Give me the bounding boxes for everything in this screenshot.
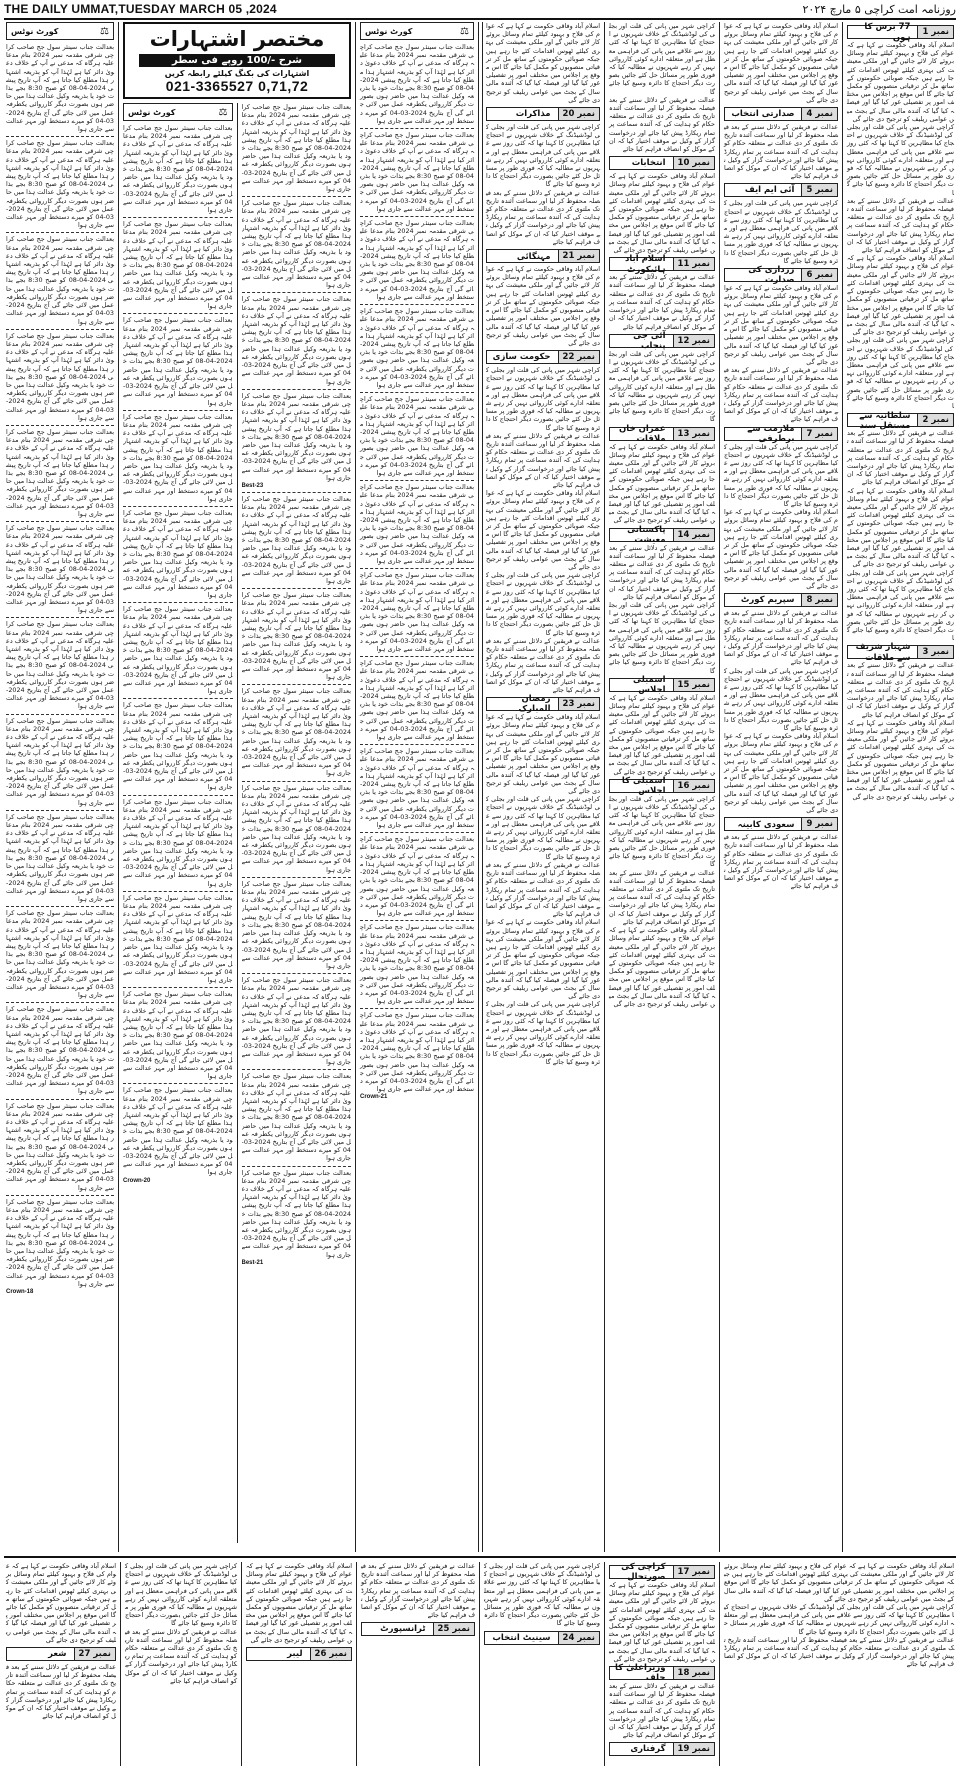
column-news-1: اسلام آباد وفاقی حکومت نے کہا ہے کہ عوام کی فلاح و بہبود کیلئے تمام وسائل بروئے کار لائے جائیں گے اور ملکی معیشت کی بہتری کیلئے ٹھوس اقدامات کئے جا رہے ہیں جبکہ صوبائی حکومتوں کے ساتھ مل کر ترقیاتی منصوبوں کو مکمل کیا جائے گا اس موقع پر اجلاس میں مختلف امور پر تفصیلی غور کیا گیا اور فیصلہ کیا گیا کہ آئندہ مالی سال کے بجٹ میں عوامی ریلیف کو ترجیح دی جائے گی نمبر 20 مذاکرات کراچی شہر میں پانی کی قلت اور بجلی کی لوڈشیڈنگ کے خلاف شہریوں نے احتجاج کیا مظاہرین کا کہنا تھا کہ کئی روز سے علاقے میں پانی کی فراہمی معطل ہے اور متعلقہ ادارے کوئی کارروائی نہیں کر رہے شہریوں نے مطالبہ کیا کہ فوری طور پر مسائل حل کئے جائیں بصورت دیگر احتجاج کا دائرہ وسیع کیا جائے گا عدالت نے فریقین کے دلائل سننے کے بعد فیصلہ محفوظ کر لیا اور سماعت آئندہ تاریخ تک ملتوی کر دی عدالت نے متعلقہ حکام کو ہدایت کی کہ آئندہ سماعت پر تمام ریکارڈ پیش کیا جائے اور درخواست گزار کے وکیل نے موقف اختیار کیا کہ ان کے موکل کو انصاف فراہم کیا جائے نمبر 21 مہنگائی اسلام آباد وفاقی حکومت نے کہا ہے کہ عوام کی فلاح و بہبود کیلئے تمام وسائل بروئے کار لائے جائیں گے اور ملکی معیشت کی بہتری کیلئے ٹھوس اقدامات کئے جا رہے ہیں جبکہ صوبائی حکومتوں کے ساتھ مل کر ترقیاتی منصوبوں کو مکمل کیا جائے گا اس موقع پر اجلاس میں مختلف امور پر تفصیلی غور کیا گیا اور فیصلہ کیا گیا کہ آئندہ مالی سال کے بجٹ میں عوامی ریلیف کو ترجیح دی جائے گی نمبر 22 حکومت سازی کراچی شہر میں پانی کی قلت اور بجلی کی لوڈشیڈنگ کے خلاف شہریوں نے احتجاج کیا مظاہرین کا کہنا تھا کہ کئی روز سے علاقے میں پانی کی فراہمی معطل ہے اور متعلقہ ادارے کوئی کارروائی نہیں کر رہے شہریوں نے مطالبہ کیا کہ فوری طور پر مسائل حل کئے جائیں بصورت دیگر احتجاج کا دائرہ وسیع کیا جائے گا عدالت نے فریقین کے دلائل سننے کے بعد فیصلہ محفوظ کر لیا اور سماعت آئندہ تاریخ تک ملتوی کر دی عدالت نے متعلقہ حکام کو ہدایت کی کہ آئندہ سماعت پر تمام ریکارڈ پیش کیا جائے اور درخواست گزار کے وکیل نے موقف اختیار کیا کہ ان کے موکل کو انصاف فراہم کیا جائے اسلام آباد وفاقی حکومت نے کہا ہے کہ عوام کی فلاح و بہبود کیلئے تمام وسائل بروئے کار لائے جائیں گے اور ملکی معیشت کی بہتری کیلئے ٹھوس اقدامات کئے جا رہے ہیں جبکہ صوبائی حکومتوں کے ساتھ مل کر ترقیاتی منصوبوں کو مکمل کیا جائے گا اس موقع پر اجلاس میں مختلف امور پر تفصیلی غور کیا گیا اور فیصلہ کیا گیا کہ آئندہ مالی سال کے بجٹ میں عوامی ریلیف کو ترجیح دی جائے گی کراچی شہر میں پانی کی قلت اور بجلی کی لوڈشیڈنگ کے خلاف شہریوں نے احتجاج کیا مظاہرین کا کہنا تھا کہ کئی روز سے علاقے میں پانی کی فراہمی معطل ہے اور متعلقہ ادارے کوئی کارروائی نہیں کر رہے شہریوں نے مطالبہ کیا کہ فوری طور پر مسائل حل کئے جائیں بصورت دیگر احتجاج کا دائرہ وسیع کیا جائے گا عدالت نے فریقین کے دلائل سننے کے بعد فیصلہ محفوظ کر لیا اور سماعت آئندہ تاریخ تک ملتوی کر دی عدالت نے متعلقہ حکام کو ہدایت کی کہ آئندہ سماعت پر تمام ریکارڈ پیش کیا جائے اور درخواست گزار کے وکیل نے موقف اختیار کیا کہ ان کے موکل کو انصاف فراہم کیا جائے نمبر 23 رمضان المبارک اسلام آباد وفاقی حکومت نے کہا ہے کہ عوام کی فلاح و بہبود کیلئے تمام وسائل بروئے کار لائے جائیں گے اور ملکی معیشت کی بہتری کیلئے ٹھوس اقدامات کئے جا رہے ہیں جبکہ صوبائی حکومتوں کے ساتھ مل کر ترقیاتی منصوبوں کو مکمل کیا جائے گا اس موقع پر اجلاس میں مختلف امور پر تفصیلی غور کیا گیا اور فیصلہ کیا گیا کہ آئندہ مالی سال کے بجٹ میں عوامی ریلیف کو ترجیح دی جائے گی کراچی شہر میں پانی کی قلت اور بجلی کی لوڈشیڈنگ کے خلاف شہریوں نے احتجاج کیا مظاہرین کا کہنا تھا کہ کئی روز سے علاقے میں پانی کی فراہمی معطل ہے اور متعلقہ ادارے کوئی کارروائی نہیں کر رہے شہریوں نے مطالبہ کیا کہ فوری طور پر مسائل حل کئے جائیں بصورت دیگر احتجاج کا دائرہ وسیع کیا جائے گا عدالت نے فریقین کے دلائل سننے کے بعد فیصلہ محفوظ کر لیا اور سماعت آئندہ تاریخ تک ملتوی کر دی عدالت نے متعلقہ حکام کو ہدایت کی کہ آئندہ سماعت پر تمام ریکارڈ پیش کیا جائے اور درخواست گزار کے وکیل نے موقف اختیار کیا کہ ان کے موکل کو انصاف فراہم کیا جائے اسلام آباد وفاقی حکومت نے کہا ہے کہ عوام کی فلاح و بہبود کیلئے تمام وسائل بروئے کار لائے جائیں گے اور ملکی معیشت کی بہتری کیلئے ٹھوس اقدامات کئے جا رہے ہیں جبکہ صوبائی حکومتوں کے ساتھ مل کر ترقیاتی منصوبوں کو مکمل کیا جائے گا اس موقع پر اجلاس میں مختلف امور پر تفصیلی غور کیا گیا اور فیصلہ کیا گیا کہ آئندہ مالی سال کے بجٹ میں عوامی ریلیف کو ترجیح دی جائے گی کراچی شہر میں پانی کی قلت اور بجلی کی لوڈشیڈنگ کے خلاف شہریوں نے احتجاج کیا مظاہرین کا کہنا تھا کہ کئی روز سے علاقے میں پانی کی فراہمی معطل ہے اور متعلقہ ادارے کوئی کارروائی نہیں کر رہے شہریوں نے مطالبہ کیا کہ فوری طور پر مسائل حل کئے جائیں بصورت دیگر احتجاج کا دائرہ وسیع کیا جائے گا	[486, 22, 600, 1066]
section-header: نمبر 15 اسمبلی اجلاس	[609, 678, 715, 692]
bottom-col-7: اسلام آباد وفاقی حکومت نے کہا ہے کہ عوام کی فلاح و بہبود کیلئے تمام وسائل بروئے کار لائے جائیں گے اور ملکی معیشت کی بہتری کیلئے ٹھوس اقدامات کئے جا رہے ہیں جبکہ صوبائی حکومتوں کے ساتھ مل کر ترقیاتی منصوبوں کو مکمل کیا جائے گا اس موقع پر اجلاس میں مختلف امور پر تفصیلی غور کیا گیا اور فیصلہ کیا گیا کہ آئندہ مالی سال کے بجٹ میں عوامی ریلیف کو ترجیح دی جائے گی کراچی شہر میں پانی کی قلت اور بجلی کی لوڈشیڈنگ کے خلاف شہریوں نے احتجاج کیا مظاہرین کا کہنا تھا کہ کئی روز سے علاقے میں پانی کی فراہمی معطل ہے اور متعلقہ ادارے کوئی کارروائی نہیں کر رہے شہریوں نے مطالبہ کیا کہ فوری طور پر مسائل حل کئے جائیں بصورت دیگر احتجاج کا دائرہ وسیع کیا جائے گا عدالت نے فریقین کے دلائل سننے کے بعد فیصلہ محفوظ کر لیا اور سماعت آئندہ تاریخ تک ملتوی کر دی عدالت نے متعلقہ حکام کو ہدایت کی کہ آئندہ سماعت پر تمام ریکارڈ پیش کیا جائے اور درخواست گزار کے وکیل نے موقف اختیار کیا کہ ان کے موکل کو انصاف فراہم کیا جائے	[724, 1562, 954, 1669]
section-header: نمبر 25 ٹرانسپورٹ	[361, 1622, 475, 1636]
section-header: نمبر 1 77 برس کا ہوں	[847, 25, 954, 39]
section-header: نمبر 17 کراچی کی صورتحال	[609, 1565, 715, 1579]
notice-tag: Crown-18	[6, 1289, 34, 1296]
court-notice-banner: ⚖ کورٹ نوٹس	[360, 22, 474, 40]
column-news-4: نمبر 1 77 برس کا ہوں اسلام آباد وفاقی حکومت نے کہا ہے کہ عوام کی فلاح و بہبود کیلئے تمام وسائل بروئے کار لائے جائیں گے اور ملکی معیشت کی بہتری کیلئے ٹھوس اقدامات کئے جا رہے ہیں جبکہ صوبائی حکومتوں کے ساتھ مل کر ترقیاتی منصوبوں کو مکمل کیا جائے گا اس موقع پر اجلاس میں مختلف امور پر تفصیلی غور کیا گیا اور فیصلہ کیا گیا کہ آئندہ مالی سال کے بجٹ میں عوامی ریلیف کو ترجیح دی جائے گی کراچی شہر میں پانی کی قلت اور بجلی کی لوڈشیڈنگ کے خلاف شہریوں نے احتجاج کیا مظاہرین کا کہنا تھا کہ کئی روز سے علاقے میں پانی کی فراہمی معطل ہے اور متعلقہ ادارے کوئی کارروائی نہیں کر رہے شہریوں نے مطالبہ کیا کہ فوری طور پر مسائل حل کئے جائیں بصورت دیگر احتجاج کا دائرہ وسیع کیا جائے گا عدالت نے فریقین کے دلائل سننے کے بعد فیصلہ محفوظ کر لیا اور سماعت آئندہ تاریخ تک ملتوی کر دی عدالت نے متعلقہ حکام کو ہدایت کی کہ آئندہ سماعت پر تمام ریکارڈ پیش کیا جائے اور درخواست گزار کے وکیل نے موقف اختیار کیا کہ ان کے موکل کو انصاف فراہم کیا جائے اسلام آباد وفاقی حکومت نے کہا ہے کہ عوام کی فلاح و بہبود کیلئے تمام وسائل بروئے کار لائے جائیں گے اور ملکی معیشت کی بہتری کیلئے ٹھوس اقدامات کئے جا رہے ہیں جبکہ صوبائی حکومتوں کے ساتھ مل کر ترقیاتی منصوبوں کو مکمل کیا جائے گا اس موقع پر اجلاس میں مختلف امور پر تفصیلی غور کیا گیا اور فیصلہ کیا گیا کہ آئندہ مالی سال کے بجٹ میں عوامی ریلیف کو ترجیح دی جائے گی کراچی شہر میں پانی کی قلت اور بجلی کی لوڈشیڈنگ کے خلاف شہریوں نے احتجاج کیا مظاہرین کا کہنا تھا کہ کئی روز سے علاقے میں پانی کی فراہمی معطل ہے اور متعلقہ ادارے کوئی کارروائی نہیں کر رہے شہریوں نے مطالبہ کیا کہ فوری طور پر مسائل حل کئے جائیں بصورت دیگر احتجاج کا دائرہ وسیع کیا جائے گا نمبر 2 سلطانیہ سے مستقل سند عدالت نے فریقین کے دلائل سننے کے بعد فیصلہ محفوظ کر لیا اور سماعت آئندہ تاریخ تک ملتوی کر دی عدالت نے متعلقہ حکام کو ہدایت کی کہ آئندہ سماعت پر تمام ریکارڈ پیش کیا جائے اور درخواست گزار کے وکیل نے موقف اختیار کیا کہ ان کے موکل کو انصاف فراہم کیا جائے اسلام آباد وفاقی حکومت نے کہا ہے کہ عوام کی فلاح و بہبود کیلئے تمام وسائل بروئے کار لائے جائیں گے اور ملکی معیشت کی بہتری کیلئے ٹھوس اقدامات کئے جا رہے ہیں جبکہ صوبائی حکومتوں کے ساتھ مل کر ترقیاتی منصوبوں کو مکمل کیا جائے گا اس موقع پر اجلاس میں مختلف امور پر تفصیلی غور کیا گیا اور فیصلہ کیا گیا کہ آئندہ مالی سال کے بجٹ میں عوامی ریلیف کو ترجیح دی جائے گی کراچی شہر میں پانی کی قلت اور بجلی کی لوڈشیڈنگ کے خلاف شہریوں نے احتجاج کیا مظاہرین کا کہنا تھا کہ کئی روز سے علاقے میں پانی کی فراہمی معطل ہے اور متعلقہ ادارے کوئی کارروائی نہیں کر رہے شہریوں نے مطالبہ کیا کہ فوری طور پر مسائل حل کئے جائیں بصورت دیگر احتجاج کا دائرہ وسیع کیا جائے گا نمبر 3 شہباز شریف سے ملاقات عدالت نے فریقین کے دلائل سننے کے بعد فیصلہ محفوظ کر لیا اور سماعت آئندہ تاریخ تک ملتوی کر دی عدالت نے متعلقہ حکام کو ہدایت کی کہ آئندہ سماعت پر تمام ریکارڈ پیش کیا جائے اور درخواست گزار کے وکیل نے موقف اختیار کیا کہ ان کے موکل کو انصاف فراہم کیا جائے اسلام آباد وفاقی حکومت نے کہا ہے کہ عوام کی فلاح و بہبود کیلئے تمام وسائل بروئے کار لائے جائیں گے اور ملکی معیشت کی بہتری کیلئے ٹھوس اقدامات کئے جا رہے ہیں جبکہ صوبائی حکومتوں کے ساتھ مل کر ترقیاتی منصوبوں کو مکمل کیا جائے گا اس موقع پر اجلاس میں مختلف امور پر تفصیلی غور کیا گیا اور فیصلہ کیا گیا کہ آئندہ مالی سال کے بجٹ میں عوامی ریلیف کو ترجیح دی جائے گی	[847, 22, 954, 801]
section-header: نمبر 8 سپریم کورٹ	[724, 593, 838, 607]
section-header: نمبر 7 ملازمت سے برطرفی	[724, 427, 838, 441]
section-header: نمبر 19 گرفتاری	[609, 1742, 715, 1756]
column-news-2: کراچی شہر میں پانی کی قلت اور بجلی کی لوڈشیڈنگ کے خلاف شہریوں نے احتجاج کیا مظاہرین کا کہنا تھا کہ کئی روز سے علاقے میں پانی کی فراہمی معطل ہے اور متعلقہ ادارے کوئی کارروائی نہیں کر رہے شہریوں نے مطالبہ کیا کہ فوری طور پر مسائل حل کئے جائیں بصورت دیگر احتجاج کا دائرہ وسیع کیا جائے گا عدالت نے فریقین کے دلائل سننے کے بعد فیصلہ محفوظ کر لیا اور سماعت آئندہ تاریخ تک ملتوی کر دی عدالت نے متعلقہ حکام کو ہدایت کی کہ آئندہ سماعت پر تمام ریکارڈ پیش کیا جائے اور درخواست گزار کے وکیل نے موقف اختیار کیا کہ ان کے موکل کو انصاف فراہم کیا جائے نمبر 10 انتخابات اسلام آباد وفاقی حکومت نے کہا ہے کہ عوام کی فلاح و بہبود کیلئے تمام وسائل بروئے کار لائے جائیں گے اور ملکی معیشت کی بہتری کیلئے ٹھوس اقدامات کئے جا رہے ہیں جبکہ صوبائی حکومتوں کے ساتھ مل کر ترقیاتی منصوبوں کو مکمل کیا جائے گا اس موقع پر اجلاس میں مختلف امور پر تفصیلی غور کیا گیا اور فیصلہ کیا گیا کہ آئندہ مالی سال کے بجٹ میں عوامی ریلیف کو ترجیح دی جائے گی نمبر 11 اسلام آباد ہائیکورٹ عدالت نے فریقین کے دلائل سننے کے بعد فیصلہ محفوظ کر لیا اور سماعت آئندہ تاریخ تک ملتوی کر دی عدالت نے متعلقہ حکام کو ہدایت کی کہ آئندہ سماعت پر تمام ریکارڈ پیش کیا جائے اور درخواست گزار کے وکیل نے موقف اختیار کیا کہ ان کے موکل کو انصاف فراہم کیا جائے نمبر 12 آئی جی پنجاب کراچی شہر میں پانی کی قلت اور بجلی کی لوڈشیڈنگ کے خلاف شہریوں نے احتجاج کیا مظاہرین کا کہنا تھا کہ کئی روز سے علاقے میں پانی کی فراہمی معطل ہے اور متعلقہ ادارے کوئی کارروائی نہیں کر رہے شہریوں نے مطالبہ کیا کہ فوری طور پر مسائل حل کئے جائیں بصورت دیگر احتجاج کا دائرہ وسیع کیا جائے گا نمبر 13 عمران خان ملاقات اسلام آباد وفاقی حکومت نے کہا ہے کہ عوام کی فلاح و بہبود کیلئے تمام وسائل بروئے کار لائے جائیں گے اور ملکی معیشت کی بہتری کیلئے ٹھوس اقدامات کئے جا رہے ہیں جبکہ صوبائی حکومتوں کے ساتھ مل کر ترقیاتی منصوبوں کو مکمل کیا جائے گا اس موقع پر اجلاس میں مختلف امور پر تفصیلی غور کیا گیا اور فیصلہ کیا گیا کہ آئندہ مالی سال کے بجٹ میں عوامی ریلیف کو ترجیح دی جائے گی نمبر 14 پاکستانی معیشت عدالت نے فریقین کے دلائل سننے کے بعد فیصلہ محفوظ کر لیا اور سماعت آئندہ تاریخ تک ملتوی کر دی عدالت نے متعلقہ حکام کو ہدایت کی کہ آئندہ سماعت پر تمام ریکارڈ پیش کیا جائے اور درخواست گزار کے وکیل نے موقف اختیار کیا کہ ان کے موکل کو انصاف فراہم کیا جائے کراچی شہر میں پانی کی قلت اور بجلی کی لوڈشیڈنگ کے خلاف شہریوں نے احتجاج کیا مظاہرین کا کہنا تھا کہ کئی روز سے علاقے میں پانی کی فراہمی معطل ہے اور متعلقہ ادارے کوئی کارروائی نہیں کر رہے شہریوں نے مطالبہ کیا کہ فوری طور پر مسائل حل کئے جائیں بصورت دیگر احتجاج کا دائرہ وسیع کیا جائے گا نمبر 15 اسمبلی اجلاس اسلام آباد وفاقی حکومت نے کہا ہے کہ عوام کی فلاح و بہبود کیلئے تمام وسائل بروئے کار لائے جائیں گے اور ملکی معیشت کی بہتری کیلئے ٹھوس اقدامات کئے جا رہے ہیں جبکہ صوبائی حکومتوں کے ساتھ مل کر ترقیاتی منصوبوں کو مکمل کیا جائے گا اس موقع پر اجلاس میں مختلف امور پر تفصیلی غور کیا گیا اور فیصلہ کیا گیا کہ آئندہ مالی سال کے بجٹ میں عوامی ریلیف کو ترجیح دی جائے گی نمبر 16 اسمبلی کا اجلاس کراچی شہر میں پانی کی قلت اور بجلی کی لوڈشیڈنگ کے خلاف شہریوں نے احتجاج کیا مظاہرین کا کہنا تھا کہ کئی روز سے علاقے میں پانی کی فراہمی معطل ہے اور متعلقہ ادارے کوئی کارروائی نہیں کر رہے شہریوں نے مطالبہ کیا کہ فوری طور پر مسائل حل کئے جائیں بصورت دیگر احتجاج کا دائرہ وسیع کیا جائے گا عدالت نے فریقین کے دلائل سننے کے بعد فیصلہ محفوظ کر لیا اور سماعت آئندہ تاریخ تک ملتوی کر دی عدالت نے متعلقہ حکام کو ہدایت کی کہ آئندہ سماعت پر تمام ریکارڈ پیش کیا جائے اور درخواست گزار کے وکیل نے موقف اختیار کیا کہ ان کے موکل کو انصاف فراہم کیا جائے اسلام آباد وفاقی حکومت نے کہا ہے کہ عوام کی فلاح و بہبود کیلئے تمام وسائل بروئے کار لائے جائیں گے اور ملکی معیشت کی بہتری کیلئے ٹھوس اقدامات کئے جا رہے ہیں جبکہ صوبائی حکومتوں کے ساتھ مل کر ترقیاتی منصوبوں کو مکمل کیا جائے گا اس موقع پر اجلاس میں مختلف امور پر تفصیلی غور کیا گیا اور فیصلہ کیا گیا کہ آئندہ مالی سال کے بجٹ میں عوامی ریلیف کو ترجیح دی جائے گی	[609, 22, 715, 1008]
masthead-english: THE DAILY UMMAT,TUESDAY MARCH 05 ,2024	[4, 2, 277, 16]
section-header: نمبر 22 حکومت سازی	[486, 350, 600, 364]
columns-grid	[4, 22, 956, 1552]
column-notices-2: ⚖ کورٹ نوٹس بعدالت جناب سینئر سول جج صاحب کراچی شرقی مقدمہ نمبر 2024 بنام مدعا علیہ ہرگاہ کہ مدعی نے آپ کے خلاف دعویٰ دائر کیا ہے لہٰذا آپ کو بذریعہ اشتہار ہذا مطلع کیا جاتا ہے کہ آپ تاریخ پیشی 2024-04-08 کو صبح 8:30 بجے بذات خود یا بذریعہ وکیل عدالت ہذا میں حاضر ہوں بصورت دیگر کارروائی یکطرفہ عمل میں لائی جائے گی آج بتاریخ 2024-03-04 کو میرے دستخط اور مہر عدالت سے جاری ہوا بعدالت جناب سینئر سول جج صاحب کراچی شرقی مقدمہ نمبر 2024 بنام مدعا علیہ ہرگاہ کہ مدعی نے آپ کے خلاف دعویٰ دائر کیا ہے لہٰذا آپ کو بذریعہ اشتہار ہذا مطلع کیا جاتا ہے کہ آپ تاریخ پیشی 2024-04-08 کو صبح 8:30 بجے بذات خود یا بذریعہ وکیل عدالت ہذا میں حاضر ہوں بصورت دیگر کارروائی یکطرفہ عمل میں لائی جائے گی آج بتاریخ 2024-03-04 کو میرے دستخط اور مہر عدالت سے جاری ہوا بعدالت جناب سینئر سول جج صاحب کراچی شرقی مقدمہ نمبر 2024 بنام مدعا علیہ ہرگاہ کہ مدعی نے آپ کے خلاف دعویٰ دائر کیا ہے لہٰذا آپ کو بذریعہ اشتہار ہذا مطلع کیا جاتا ہے کہ آپ تاریخ پیشی 2024-04-08 کو صبح 8:30 بجے بذات خود یا بذریعہ وکیل عدالت ہذا میں حاضر ہوں بصورت دیگر کارروائی یکطرفہ عمل میں لائی جائے گی آج بتاریخ 2024-03-04 کو میرے دستخط اور مہر عدالت سے جاری ہوا بعدالت جناب سینئر سول جج صاحب کراچی شرقی مقدمہ نمبر 2024 بنام مدعا علیہ ہرگاہ کہ مدعی نے آپ کے خلاف دعویٰ دائر کیا ہے لہٰذا آپ کو بذریعہ اشتہار ہذا مطلع کیا جاتا ہے کہ آپ تاریخ پیشی 2024-04-08 کو صبح 8:30 بجے بذات خود یا بذریعہ وکیل عدالت ہذا میں حاضر ہوں بصورت دیگر کارروائی یکطرفہ عمل میں لائی جائے گی آج بتاریخ 2024-03-04 کو میرے دستخط اور مہر عدالت سے جاری ہوا بعدالت جناب سینئر سول جج صاحب کراچی شرقی مقدمہ نمبر 2024 بنام مدعا علیہ ہرگاہ کہ مدعی نے آپ کے خلاف دعویٰ دائر کیا ہے لہٰذا آپ کو بذریعہ اشتہار ہذا مطلع کیا جاتا ہے کہ آپ تاریخ پیشی 2024-04-08 کو صبح 8:30 بجے بذات خود یا بذریعہ وکیل عدالت ہذا میں حاضر ہوں بصورت دیگر کارروائی یکطرفہ عمل میں لائی جائے گی آج بتاریخ 2024-03-04 کو میرے دستخط اور مہر عدالت سے جاری ہوا بعدالت جناب سینئر سول جج صاحب کراچی شرقی مقدمہ نمبر 2024 بنام مدعا علیہ ہرگاہ کہ مدعی نے آپ کے خلاف دعویٰ دائر کیا ہے لہٰذا آپ کو بذریعہ اشتہار ہذا مطلع کیا جاتا ہے کہ آپ تاریخ پیشی 2024-04-08 کو صبح 8:30 بجے بذات خود یا بذریعہ وکیل عدالت ہذا میں حاضر ہوں بصورت دیگر کارروائی یکطرفہ عمل میں لائی جائے گی آج بتاریخ 2024-03-04 کو میرے دستخط اور مہر عدالت سے جاری ہوا بعدالت جناب سینئر سول جج صاحب کراچی شرقی مقدمہ نمبر 2024 بنام مدعا علیہ ہرگاہ کہ مدعی نے آپ کے خلاف دعویٰ دائر کیا ہے لہٰذا آپ کو بذریعہ اشتہار ہذا مطلع کیا جاتا ہے کہ آپ تاریخ پیشی 2024-04-08 کو صبح 8:30 بجے بذات خود یا بذریعہ وکیل عدالت ہذا میں حاضر ہوں بصورت دیگر کارروائی یکطرفہ عمل میں لائی جائے گی آج بتاریخ 2024-03-04 کو میرے دستخط اور مہر عدالت سے جاری ہوا بعدالت جناب سینئر سول جج صاحب کراچی شرقی مقدمہ نمبر 2024 بنام مدعا علیہ ہرگاہ کہ مدعی نے آپ کے خلاف دعویٰ دائر کیا ہے لہٰذا آپ کو بذریعہ اشتہار ہذا مطلع کیا جاتا ہے کہ آپ تاریخ پیشی 2024-04-08 کو صبح 8:30 بجے بذات خود یا بذریعہ وکیل عدالت ہذا میں حاضر ہوں بصورت دیگر کارروائی یکطرفہ عمل میں لائی جائے گی آج بتاریخ 2024-03-04 کو میرے دستخط اور مہر عدالت سے جاری ہوا بعدالت جناب سینئر سول جج صاحب کراچی شرقی مقدمہ نمبر 2024 بنام مدعا علیہ ہرگاہ کہ مدعی نے آپ کے خلاف دعویٰ دائر کیا ہے لہٰذا آپ کو بذریعہ اشتہار ہذا مطلع کیا جاتا ہے کہ آپ تاریخ پیشی 2024-04-08 کو صبح 8:30 بجے بذات خود یا بذریعہ وکیل عدالت ہذا میں حاضر ہوں بصورت دیگر کارروائی یکطرفہ عمل میں لائی جائے گی آج بتاریخ 2024-03-04 کو میرے دستخط اور مہر عدالت سے جاری ہوا بعدالت جناب سینئر سول جج صاحب کراچی شرقی مقدمہ نمبر 2024 بنام مدعا علیہ ہرگاہ کہ مدعی نے آپ کے خلاف دعویٰ دائر کیا ہے لہٰذا آپ کو بذریعہ اشتہار ہذا مطلع کیا جاتا ہے کہ آپ تاریخ پیشی 2024-04-08 کو صبح 8:30 بجے بذات خود یا بذریعہ وکیل عدالت ہذا میں حاضر ہوں بصورت دیگر کارروائی یکطرفہ عمل میں لائی جائے گی آج بتاریخ 2024-03-04 کو میرے دستخط اور مہر عدالت سے جاری ہوا بعدالت جناب سینئر سول جج صاحب کراچی شرقی مقدمہ نمبر 2024 بنام مدعا علیہ ہرگاہ کہ مدعی نے آپ کے خلاف دعویٰ دائر کیا ہے لہٰذا آپ کو بذریعہ اشتہار ہذا مطلع کیا جاتا ہے کہ آپ تاریخ پیشی 2024-04-08 کو صبح 8:30 بجے بذات خود یا بذریعہ وکیل عدالت ہذا میں حاضر ہوں بصورت دیگر کارروائی یکطرفہ عمل میں لائی جائے گی آج بتاریخ 2024-03-04 کو میرے دستخط اور مہر عدالت سے جاری ہوا بعدالت جناب سینئر سول جج صاحب کراچی شرقی مقدمہ نمبر 2024 بنام مدعا علیہ ہرگاہ کہ مدعی نے آپ کے خلاف دعویٰ دائر کیا ہے لہٰذا آپ کو بذریعہ اشتہار ہذا مطلع کیا جاتا ہے کہ آپ تاریخ پیشی 2024-04-08 کو صبح 8:30 بجے بذات خود یا بذریعہ وکیل عدالت ہذا میں حاضر ہوں بصورت دیگر کارروائی یکطرفہ عمل میں لائی جائے گی آج بتاریخ 2024-03-04 کو میرے دستخط اور مہر عدالت سے جاری ہوا Crown-21	[358, 22, 476, 1552]
section-header: نمبر 11 اسلام آباد ہائیکورٹ	[609, 257, 715, 271]
bottom-col-6: نمبر 17 کراچی کی صورتحال اسلام آباد وفاقی حکومت نے کہا ہے کہ عوام کی فلاح و بہبود کیلئے تمام وسائل بروئے کار لائے جائیں گے اور ملکی معیشت کی بہتری کیلئے ٹھوس اقدامات کئے جا رہے ہیں جبکہ صوبائی حکومتوں کے ساتھ مل کر ترقیاتی منصوبوں کو مکمل کیا جائے گا اس موقع پر اجلاس میں مختلف امور پر تفصیلی غور کیا گیا اور فیصلہ کیا گیا کہ آئندہ مالی سال کے بجٹ میں عوامی ریلیف کو ترجیح دی جائے گی نمبر 18 وزیراعلیٰ کا حلف عدالت نے فریقین کے دلائل سننے کے بعد فیصلہ محفوظ کر لیا اور سماعت آئندہ تاریخ تک ملتوی کر دی عدالت نے متعلقہ حکام کو ہدایت کی کہ آئندہ سماعت پر تمام ریکارڈ پیش کیا جائے اور درخواست گزار کے وکیل نے موقف اختیار کیا کہ ان کے موکل کو انصاف فراہم کیا جائے نمبر 19 گرفتاری	[609, 1562, 715, 1755]
section-header: نمبر 4 صدارتی انتخاب	[724, 107, 838, 121]
section-header: نمبر 9 سعودی کابینہ	[724, 817, 838, 831]
masthead	[4, 0, 956, 20]
section-header: نمبر 14 پاکستانی معیشت	[609, 528, 715, 542]
small-ads-phone: 021-3365527 0,71,72	[165, 78, 309, 94]
section-header: نمبر 13 عمران خان ملاقات	[609, 427, 715, 441]
section-header: نمبر 12 آئی جی پنجاب	[609, 334, 715, 348]
bottom-col-3: اسلام آباد وفاقی حکومت نے کہا ہے کہ عوام کی فلاح و بہبود کیلئے تمام وسائل بروئے کار لائے جائیں گے اور ملکی معیشت کی بہتری کیلئے ٹھوس اقدامات کئے جا رہے ہیں جبکہ صوبائی حکومتوں کے ساتھ مل کر ترقیاتی منصوبوں کو مکمل کیا جائے گا اس موقع پر اجلاس میں مختلف امور پر تفصیلی غور کیا گیا اور فیصلہ کیا گیا کہ آئندہ مالی سال کے بجٹ میں عوامی ریلیف کو ترجیح دی جائے گی نمبر 26 لیبر	[246, 1562, 352, 1660]
section-header: نمبر 18 وزیراعلیٰ کا حلف	[609, 1666, 715, 1680]
bottom-col-1: اسلام آباد وفاقی حکومت نے کہا ہے کہ عوام کی فلاح و بہبود کیلئے تمام وسائل بروئے کار لائے جائیں گے اور ملکی معیشت کی بہتری کیلئے ٹھوس اقدامات کئے جا رہے ہیں جبکہ صوبائی حکومتوں کے ساتھ مل کر ترقیاتی منصوبوں کو مکمل کیا جائے گا اس موقع پر اجلاس میں مختلف امور پر تفصیلی غور کیا گیا اور فیصلہ کیا گیا کہ آئندہ مالی سال کے بجٹ میں عوامی ریلیف کو ترجیح دی جائے گی نمبر 27 شعر عدالت نے فریقین کے دلائل سننے کے بعد فیصلہ محفوظ کر لیا اور سماعت آئندہ تاریخ تک ملتوی کر دی عدالت نے متعلقہ حکام کو ہدایت کی کہ آئندہ سماعت پر تمام ریکارڈ پیش کیا جائے اور درخواست گزار کے وکیل نے موقف اختیار کیا کہ ان کے موکل کو انصاف فراہم کیا جائے	[6, 1562, 116, 1721]
section-header: نمبر 2 سلطانیہ سے مستقل سند	[847, 413, 954, 427]
bottom-strip	[4, 1556, 956, 1770]
section-header: نمبر 24 سینیٹ انتخاب	[484, 1631, 600, 1645]
bottom-col-5: کراچی شہر میں پانی کی قلت اور بجلی کی لوڈشیڈنگ کے خلاف شہریوں نے احتجاج کیا مظاہرین کا کہنا تھا کہ کئی روز سے علاقے میں پانی کی فراہمی معطل ہے اور متعلقہ ادارے کوئی کارروائی نہیں کر رہے شہریوں نے مطالبہ کیا کہ فوری طور پر مسائل حل کئے جائیں بصورت دیگر احتجاج کا دائرہ وسیع کیا جائے گا نمبر 24 سینیٹ انتخاب	[484, 1562, 600, 1643]
section-header: نمبر 3 شہباز شریف سے ملاقات	[847, 645, 954, 659]
section-header: نمبر 5 آئی ایم ایف	[724, 183, 838, 197]
masthead-urdu: روزنامہ امت کراچی ۵ مارچ ۲۰۲۴	[802, 2, 956, 16]
court-notice-banner: ⚖ کورٹ نوٹس	[6, 22, 114, 40]
section-header: نمبر 23 رمضان المبارک	[486, 697, 600, 711]
section-header: نمبر 27 شعر	[6, 1647, 116, 1661]
gavel-icon: ⚖	[218, 106, 228, 118]
column-small-ads: مختصر اشتہارات شرح -/100 روپے فی سطر اشتہارات کی بکنگ کیلئے رابطہ کریں 021-3365527 0,71,72 ⚖ کورٹ نوٹس بعدالت جناب سینئر سول جج صاحب کراچی شرقی مقدمہ نمبر 2024 بنام مدعا علیہ ہرگاہ کہ مدعی نے آپ کے خلاف دعویٰ دائر کیا ہے لہٰذا آپ کو بذریعہ اشتہار ہذا مطلع کیا جاتا ہے کہ آپ تاریخ پیشی 2024-04-08 کو صبح 8:30 بجے بذات خود یا بذریعہ وکیل عدالت ہذا میں حاضر ہوں بصورت دیگر کارروائی یکطرفہ عمل میں لائی جائے گی آج بتاریخ 2024-03-04 کو میرے دستخط اور مہر عدالت سے جاری ہوا بعدالت جناب سینئر سول جج صاحب کراچی شرقی مقدمہ نمبر 2024 بنام مدعا علیہ ہرگاہ کہ مدعی نے آپ کے خلاف دعویٰ دائر کیا ہے لہٰذا آپ کو بذریعہ اشتہار ہذا مطلع کیا جاتا ہے کہ آپ تاریخ پیشی 2024-04-08 کو صبح 8:30 بجے بذات خود یا بذریعہ وکیل عدالت ہذا میں حاضر ہوں بصورت دیگر کارروائی یکطرفہ عمل میں لائی جائے گی آج بتاریخ 2024-03-04 کو میرے دستخط اور مہر عدالت سے جاری ہوا بعدالت جناب سینئر سول جج صاحب کراچی شرقی مقدمہ نمبر 2024 بنام مدعا علیہ ہرگاہ کہ مدعی نے آپ کے خلاف دعویٰ دائر کیا ہے لہٰذا آپ کو بذریعہ اشتہار ہذا مطلع کیا جاتا ہے کہ آپ تاریخ پیشی 2024-04-08 کو صبح 8:30 بجے بذات خود یا بذریعہ وکیل عدالت ہذا میں حاضر ہوں بصورت دیگر کارروائی یکطرفہ عمل میں لائی جائے گی آج بتاریخ 2024-03-04 کو میرے دستخط اور مہر عدالت سے جاری ہوا بعدالت جناب سینئر سول جج صاحب کراچی شرقی مقدمہ نمبر 2024 بنام مدعا علیہ ہرگاہ کہ مدعی نے آپ کے خلاف دعویٰ دائر کیا ہے لہٰذا آپ کو بذریعہ اشتہار ہذا مطلع کیا جاتا ہے کہ آپ تاریخ پیشی 2024-04-08 کو صبح 8:30 بجے بذات خود یا بذریعہ وکیل عدالت ہذا میں حاضر ہوں بصورت دیگر کارروائی یکطرفہ عمل میں لائی جائے گی آج بتاریخ 2024-03-04 کو میرے دستخط اور مہر عدالت سے جاری ہوا بعدالت جناب سینئر سول جج صاحب کراچی شرقی مقدمہ نمبر 2024 بنام مدعا علیہ ہرگاہ کہ مدعی نے آپ کے خلاف دعویٰ دائر کیا ہے لہٰذا آپ کو بذریعہ اشتہار ہذا مطلع کیا جاتا ہے کہ آپ تاریخ پیشی 2024-04-08 کو صبح 8:30 بجے بذات خود یا بذریعہ وکیل عدالت ہذا میں حاضر ہوں بصورت دیگر کارروائی یکطرفہ عمل میں لائی جائے گی آج بتاریخ 2024-03-04 کو میرے دستخط اور مہر عدالت سے جاری ہوا بعدالت جناب سینئر سول جج صاحب کراچی شرقی مقدمہ نمبر 2024 بنام مدعا علیہ ہرگاہ کہ مدعی نے آپ کے خلاف دعویٰ دائر کیا ہے لہٰذا آپ کو بذریعہ اشتہار ہذا مطلع کیا جاتا ہے کہ آپ تاریخ پیشی 2024-04-08 کو صبح 8:30 بجے بذات خود یا بذریعہ وکیل عدالت ہذا میں حاضر ہوں بصورت دیگر کارروائی یکطرفہ عمل میں لائی جائے گی آج بتاریخ 2024-03-04 کو میرے دستخط اور مہر عدالت سے جاری ہوا بعدالت جناب سینئر سول جج صاحب کراچی شرقی مقدمہ نمبر 2024 بنام مدعا علیہ ہرگاہ کہ مدعی نے آپ کے خلاف دعویٰ دائر کیا ہے لہٰذا آپ کو بذریعہ اشتہار ہذا مطلع کیا جاتا ہے کہ آپ تاریخ پیشی 2024-04-08 کو صبح 8:30 بجے بذات خود یا بذریعہ وکیل عدالت ہذا میں حاضر ہوں بصورت دیگر کارروائی یکطرفہ عمل میں لائی جائے گی آج بتاریخ 2024-03-04 کو میرے دستخط اور مہر عدالت سے جاری ہوا بعدالت جناب سینئر سول جج صاحب کراچی شرقی مقدمہ نمبر 2024 بنام مدعا علیہ ہرگاہ کہ مدعی نے آپ کے خلاف دعویٰ دائر کیا ہے لہٰذا آپ کو بذریعہ اشتہار ہذا مطلع کیا جاتا ہے کہ آپ تاریخ پیشی 2024-04-08 کو صبح 8:30 بجے بذات خود یا بذریعہ وکیل عدالت ہذا میں حاضر ہوں بصورت دیگر کارروائی یکطرفہ عمل میں لائی جائے گی آج بتاریخ 2024-03-04 کو میرے دستخط اور مہر عدالت سے جاری ہوا بعدالت جناب سینئر سول جج صاحب کراچی شرقی مقدمہ نمبر 2024 بنام مدعا علیہ ہرگاہ کہ مدعی نے آپ کے خلاف دعویٰ دائر کیا ہے لہٰذا آپ کو بذریعہ اشتہار ہذا مطلع کیا جاتا ہے کہ آپ تاریخ پیشی 2024-04-08 کو صبح 8:30 بجے بذات خود یا بذریعہ وکیل عدالت ہذا میں حاضر ہوں بصورت دیگر کارروائی یکطرفہ عمل میں لائی جائے گی آج بتاریخ 2024-03-04 کو میرے دستخط اور مہر عدالت سے جاری ہوا بعدالت جناب سینئر سول جج صاحب کراچی شرقی مقدمہ نمبر 2024 بنام مدعا علیہ ہرگاہ کہ مدعی نے آپ کے خلاف دعویٰ دائر کیا ہے لہٰذا آپ کو بذریعہ اشتہار ہذا مطلع کیا جاتا ہے کہ آپ تاریخ پیشی 2024-04-08 کو صبح 8:30 بجے بذات خود یا بذریعہ وکیل عدالت ہذا میں حاضر ہوں بصورت دیگر کارروائی یکطرفہ عمل میں لائی جائے گی آج بتاریخ 2024-03-04 کو میرے دستخط اور مہر عدالت سے جاری ہوا بعدالت جناب سینئر سول جج صاحب کراچی شرقی مقدمہ نمبر 2024 بنام مدعا علیہ ہرگاہ کہ مدعی نے آپ کے خلاف دعویٰ دائر کیا ہے لہٰذا آپ کو بذریعہ اشتہار ہذا مطلع کیا جاتا ہے کہ آپ تاریخ پیشی 2024-04-08 کو صبح 8:30 بجے بذات خود یا بذریعہ وکیل عدالت ہذا میں حاضر ہوں بصورت دیگر کارروائی یکطرفہ عمل میں لائی جائے گی آج بتاریخ 2024-03-04 کو میرے دستخط اور مہر عدالت سے جاری ہوا Crown-20 بعدالت جناب سینئر سول جج صاحب کراچی شرقی مقدمہ نمبر 2024 بنام مدعا علیہ ہرگاہ کہ مدعی نے آپ کے خلاف دعویٰ دائر کیا ہے لہٰذا آپ کو بذریعہ اشتہار ہذا مطلع کیا جاتا ہے کہ آپ تاریخ پیشی 2024-04-08 کو صبح 8:30 بجے بذات خود یا بذریعہ وکیل عدالت ہذا میں حاضر ہوں بصورت دیگر کارروائی یکطرفہ عمل میں لائی جائے گی آج بتاریخ 2024-03-04 کو میرے دستخط اور مہر عدالت سے جاری ہوا بعدالت جناب سینئر سول جج صاحب کراچی شرقی مقدمہ نمبر 2024 بنام مدعا علیہ ہرگاہ کہ مدعی نے آپ کے خلاف دعویٰ دائر کیا ہے لہٰذا آپ کو بذریعہ اشتہار ہذا مطلع کیا جاتا ہے کہ آپ تاریخ پیشی 2024-04-08 کو صبح 8:30 بجے بذات خود یا بذریعہ وکیل عدالت ہذا میں حاضر ہوں بصورت دیگر کارروائی یکطرفہ عمل میں لائی جائے گی آج بتاریخ 2024-03-04 کو میرے دستخط اور مہر عدالت سے جاری ہوا بعدالت جناب سینئر سول جج صاحب کراچی شرقی مقدمہ نمبر 2024 بنام مدعا علیہ ہرگاہ کہ مدعی نے آپ کے خلاف دعویٰ دائر کیا ہے لہٰذا آپ کو بذریعہ اشتہار ہذا مطلع کیا جاتا ہے کہ آپ تاریخ پیشی 2024-04-08 کو صبح 8:30 بجے بذات خود یا بذریعہ وکیل عدالت ہذا میں حاضر ہوں بصورت دیگر کارروائی یکطرفہ عمل میں لائی جائے گی آج بتاریخ 2024-03-04 کو میرے دستخط اور مہر عدالت سے جاری ہوا بعدالت جناب سینئر سول جج صاحب کراچی شرقی مقدمہ نمبر 2024 بنام مدعا علیہ ہرگاہ کہ مدعی نے آپ کے خلاف دعویٰ دائر کیا ہے لہٰذا آپ کو بذریعہ اشتہار ہذا مطلع کیا جاتا ہے کہ آپ تاریخ پیشی 2024-04-08 کو صبح 8:30 بجے بذات خود یا بذریعہ وکیل عدالت ہذا میں حاضر ہوں بصورت دیگر کارروائی یکطرفہ عمل میں لائی جائے گی آج بتاریخ 2024-03-04 کو میرے دستخط اور مہر عدالت سے جاری ہوا Best-23 بعدالت جناب سینئر سول جج صاحب کراچی شرقی مقدمہ نمبر 2024 بنام مدعا علیہ ہرگاہ کہ مدعی نے آپ کے خلاف دعویٰ دائر کیا ہے لہٰذا آپ کو بذریعہ اشتہار ہذا مطلع کیا جاتا ہے کہ آپ تاریخ پیشی 2024-04-08 کو صبح 8:30 بجے بذات خود یا بذریعہ وکیل عدالت ہذا میں حاضر ہوں بصورت دیگر کارروائی یکطرفہ عمل میں لائی جائے گی آج بتاریخ 2024-03-04 کو میرے دستخط اور مہر عدالت سے جاری ہوا بعدالت جناب سینئر سول جج صاحب کراچی شرقی مقدمہ نمبر 2024 بنام مدعا علیہ ہرگاہ کہ مدعی نے آپ کے خلاف دعویٰ دائر کیا ہے لہٰذا آپ کو بذریعہ اشتہار ہذا مطلع کیا جاتا ہے کہ آپ تاریخ پیشی 2024-04-08 کو صبح 8:30 بجے بذات خود یا بذریعہ وکیل عدالت ہذا میں حاضر ہوں بصورت دیگر کارروائی یکطرفہ عمل میں لائی جائے گی آج بتاریخ 2024-03-04 کو میرے دستخط اور مہر عدالت سے جاری ہوا بعدالت جناب سینئر سول جج صاحب کراچی شرقی مقدمہ نمبر 2024 بنام مدعا علیہ ہرگاہ کہ مدعی نے آپ کے خلاف دعویٰ دائر کیا ہے لہٰذا آپ کو بذریعہ اشتہار ہذا مطلع کیا جاتا ہے کہ آپ تاریخ پیشی 2024-04-08 کو صبح 8:30 بجے بذات خود یا بذریعہ وکیل عدالت ہذا میں حاضر ہوں بصورت دیگر کارروائی یکطرفہ عمل میں لائی جائے گی آج بتاریخ 2024-03-04 کو میرے دستخط اور مہر عدالت سے جاری ہوا بعدالت جناب سینئر سول جج صاحب کراچی شرقی مقدمہ نمبر 2024 بنام مدعا علیہ ہرگاہ کہ مدعی نے آپ کے خلاف دعویٰ دائر کیا ہے لہٰذا آپ کو بذریعہ اشتہار ہذا مطلع کیا جاتا ہے کہ آپ تاریخ پیشی 2024-04-08 کو صبح 8:30 بجے بذات خود یا بذریعہ وکیل عدالت ہذا میں حاضر ہوں بصورت دیگر کارروائی یکطرفہ عمل میں لائی جائے گی آج بتاریخ 2024-03-04 کو میرے دستخط اور مہر عدالت سے جاری ہوا بعدالت جناب سینئر سول جج صاحب کراچی شرقی مقدمہ نمبر 2024 بنام مدعا علیہ ہرگاہ کہ مدعی نے آپ کے خلاف دعویٰ دائر کیا ہے لہٰذا آپ کو بذریعہ اشتہار ہذا مطلع کیا جاتا ہے کہ آپ تاریخ پیشی 2024-04-08 کو صبح 8:30 بجے بذات خود یا بذریعہ وکیل عدالت ہذا میں حاضر ہوں بصورت دیگر کارروائی یکطرفہ عمل میں لائی جائے گی آج بتاریخ 2024-03-04 کو میرے دستخط اور مہر عدالت سے جاری ہوا بعدالت جناب سینئر سول جج صاحب کراچی شرقی مقدمہ نمبر 2024 بنام مدعا علیہ ہرگاہ کہ مدعی نے آپ کے خلاف دعویٰ دائر کیا ہے لہٰذا آپ کو بذریعہ اشتہار ہذا مطلع کیا جاتا ہے کہ آپ تاریخ پیشی 2024-04-08 کو صبح 8:30 بجے بذات خود یا بذریعہ وکیل عدالت ہذا میں حاضر ہوں بصورت دیگر کارروائی یکطرفہ عمل میں لائی جائے گی آج بتاریخ 2024-03-04 کو میرے دستخط اور مہر عدالت سے جاری ہوا بعدالت جناب سینئر سول جج صاحب کراچی شرقی مقدمہ نمبر 2024 بنام مدعا علیہ ہرگاہ کہ مدعی نے آپ کے خلاف دعویٰ دائر کیا ہے لہٰذا آپ کو بذریعہ اشتہار ہذا مطلع کیا جاتا ہے کہ آپ تاریخ پیشی 2024-04-08 کو صبح 8:30 بجے بذات خود یا بذریعہ وکیل عدالت ہذا میں حاضر ہوں بصورت دیگر کارروائی یکطرفہ عمل میں لائی جائے گی آج بتاریخ 2024-03-04 کو میرے دستخط اور مہر عدالت سے جاری ہوا بعدالت جناب سینئر سول جج صاحب کراچی شرقی مقدمہ نمبر 2024 بنام مدعا علیہ ہرگاہ کہ مدعی نے آپ کے خلاف دعویٰ دائر کیا ہے لہٰذا آپ کو بذریعہ اشتہار ہذا مطلع کیا جاتا ہے کہ آپ تاریخ پیشی 2024-04-08 کو صبح 8:30 بجے بذات خود یا بذریعہ وکیل عدالت ہذا میں حاضر ہوں بصورت دیگر کارروائی یکطرفہ عمل میں لائی جائے گی آج بتاریخ 2024-03-04 کو میرے دستخط اور مہر عدالت سے جاری ہوا Best-21	[121, 22, 353, 1552]
small-ads-contact: اشتہارات کی بکنگ کیلئے رابطہ کریں	[164, 69, 310, 78]
section-header: نمبر 6 زرداری کی صدارت	[724, 268, 838, 282]
small-ads-rate: شرح -/100 روپے فی سطر	[139, 54, 335, 67]
section-header: نمبر 16 اسمبلی کا اجلاس	[609, 779, 715, 793]
bottom-col-2: کراچی شہر میں پانی کی قلت اور بجلی کی لوڈشیڈنگ کے خلاف شہریوں نے احتجاج کیا مظاہرین کا کہنا تھا کہ کئی روز سے علاقے میں پانی کی فراہمی معطل ہے اور متعلقہ ادارے کوئی کارروائی نہیں کر رہے شہریوں نے مطالبہ کیا کہ فوری طور پر مسائل حل کئے جائیں بصورت دیگر احتجاج کا دائرہ وسیع کیا جائے گا عدالت نے فریقین کے دلائل سننے کے بعد فیصلہ محفوظ کر لیا اور سماعت آئندہ تاریخ تک ملتوی کر دی عدالت نے متعلقہ حکام کو ہدایت کی کہ آئندہ سماعت پر تمام ریکارڈ پیش کیا جائے اور درخواست گزار کے وکیل نے موقف اختیار کیا کہ ان کے موکل کو انصاف فراہم کیا جائے	[125, 1562, 237, 1685]
court-notice-banner: ⚖ کورٹ نوٹس	[123, 103, 233, 121]
small-ads-title: مختصر اشتہارات	[149, 27, 325, 51]
small-ads-box	[123, 22, 351, 99]
section-header: نمبر 10 انتخابات	[609, 156, 715, 170]
gavel-icon: ⚖	[100, 25, 109, 37]
section-header: نمبر 26 لیبر	[246, 1647, 352, 1661]
gavel-icon: ⚖	[460, 25, 469, 37]
column-news-3: اسلام آباد وفاقی حکومت نے کہا ہے کہ عوام کی فلاح و بہبود کیلئے تمام وسائل بروئے کار لائے جائیں گے اور ملکی معیشت کی بہتری کیلئے ٹھوس اقدامات کئے جا رہے ہیں جبکہ صوبائی حکومتوں کے ساتھ مل کر ترقیاتی منصوبوں کو مکمل کیا جائے گا اس موقع پر اجلاس میں مختلف امور پر تفصیلی غور کیا گیا اور فیصلہ کیا گیا کہ آئندہ مالی سال کے بجٹ میں عوامی ریلیف کو ترجیح دی جائے گی نمبر 4 صدارتی انتخاب عدالت نے فریقین کے دلائل سننے کے بعد فیصلہ محفوظ کر لیا اور سماعت آئندہ تاریخ تک ملتوی کر دی عدالت نے متعلقہ حکام کو ہدایت کی کہ آئندہ سماعت پر تمام ریکارڈ پیش کیا جائے اور درخواست گزار کے وکیل نے موقف اختیار کیا کہ ان کے موکل کو انصاف فراہم کیا جائے نمبر 5 آئی ایم ایف کراچی شہر میں پانی کی قلت اور بجلی کی لوڈشیڈنگ کے خلاف شہریوں نے احتجاج کیا مظاہرین کا کہنا تھا کہ کئی روز سے علاقے میں پانی کی فراہمی معطل ہے اور متعلقہ ادارے کوئی کارروائی نہیں کر رہے شہریوں نے مطالبہ کیا کہ فوری طور پر مسائل حل کئے جائیں بصورت دیگر احتجاج کا دائرہ وسیع کیا جائے گا نمبر 6 زرداری کی صدارت اسلام آباد وفاقی حکومت نے کہا ہے کہ عوام کی فلاح و بہبود کیلئے تمام وسائل بروئے کار لائے جائیں گے اور ملکی معیشت کی بہتری کیلئے ٹھوس اقدامات کئے جا رہے ہیں جبکہ صوبائی حکومتوں کے ساتھ مل کر ترقیاتی منصوبوں کو مکمل کیا جائے گا اس موقع پر اجلاس میں مختلف امور پر تفصیلی غور کیا گیا اور فیصلہ کیا گیا کہ آئندہ مالی سال کے بجٹ میں عوامی ریلیف کو ترجیح دی جائے گی عدالت نے فریقین کے دلائل سننے کے بعد فیصلہ محفوظ کر لیا اور سماعت آئندہ تاریخ تک ملتوی کر دی عدالت نے متعلقہ حکام کو ہدایت کی کہ آئندہ سماعت پر تمام ریکارڈ پیش کیا جائے اور درخواست گزار کے وکیل نے موقف اختیار کیا کہ ان کے موکل کو انصاف فراہم کیا جائے نمبر 7 ملازمت سے برطرفی کراچی شہر میں پانی کی قلت اور بجلی کی لوڈشیڈنگ کے خلاف شہریوں نے احتجاج کیا مظاہرین کا کہنا تھا کہ کئی روز سے علاقے میں پانی کی فراہمی معطل ہے اور متعلقہ ادارے کوئی کارروائی نہیں کر رہے شہریوں نے مطالبہ کیا کہ فوری طور پر مسائل حل کئے جائیں بصورت دیگر احتجاج کا دائرہ وسیع کیا جائے گا اسلام آباد وفاقی حکومت نے کہا ہے کہ عوام کی فلاح و بہبود کیلئے تمام وسائل بروئے کار لائے جائیں گے اور ملکی معیشت کی بہتری کیلئے ٹھوس اقدامات کئے جا رہے ہیں جبکہ صوبائی حکومتوں کے ساتھ مل کر ترقیاتی منصوبوں کو مکمل کیا جائے گا اس موقع پر اجلاس میں مختلف امور پر تفصیلی غور کیا گیا اور فیصلہ کیا گیا کہ آئندہ مالی سال کے بجٹ میں عوامی ریلیف کو ترجیح دی جائے گی نمبر 8 سپریم کورٹ عدالت نے فریقین کے دلائل سننے کے بعد فیصلہ محفوظ کر لیا اور سماعت آئندہ تاریخ تک ملتوی کر دی عدالت نے متعلقہ حکام کو ہدایت کی کہ آئندہ سماعت پر تمام ریکارڈ پیش کیا جائے اور درخواست گزار کے وکیل نے موقف اختیار کیا کہ ان کے موکل کو انصاف فراہم کیا جائے کراچی شہر میں پانی کی قلت اور بجلی کی لوڈشیڈنگ کے خلاف شہریوں نے احتجاج کیا مظاہرین کا کہنا تھا کہ کئی روز سے علاقے میں پانی کی فراہمی معطل ہے اور متعلقہ ادارے کوئی کارروائی نہیں کر رہے شہریوں نے مطالبہ کیا کہ فوری طور پر مسائل حل کئے جائیں بصورت دیگر احتجاج کا دائرہ وسیع کیا جائے گا اسلام آباد وفاقی حکومت نے کہا ہے کہ عوام کی فلاح و بہبود کیلئے تمام وسائل بروئے کار لائے جائیں گے اور ملکی معیشت کی بہتری کیلئے ٹھوس اقدامات کئے جا رہے ہیں جبکہ صوبائی حکومتوں کے ساتھ مل کر ترقیاتی منصوبوں کو مکمل کیا جائے گا اس موقع پر اجلاس میں مختلف امور پر تفصیلی غور کیا گیا اور فیصلہ کیا گیا کہ آئندہ مالی سال کے بجٹ میں عوامی ریلیف کو ترجیح دی جائے گی نمبر 9 سعودی کابینہ عدالت نے فریقین کے دلائل سننے کے بعد فیصلہ محفوظ کر لیا اور سماعت آئندہ تاریخ تک ملتوی کر دی عدالت نے متعلقہ حکام کو ہدایت کی کہ آئندہ سماعت پر تمام ریکارڈ پیش کیا جائے اور درخواست گزار کے وکیل نے موقف اختیار کیا کہ ان کے موکل کو انصاف فراہم کیا جائے	[724, 22, 838, 891]
notice-text: بعدالت جناب سینئر سول جج صاحب کراچی شرقی مقدمہ نمبر 2024 بنام مدعا علیہ ہرگاہ کہ مدعی نے آپ کے خلاف دعویٰ دائر کیا ہے لہٰذا آپ کو بذریعہ اشتہار ہذا مطلع کیا جاتا ہے کہ آپ تاریخ پیشی 2024-04-08 کو صبح 8:30 بجے بذات خود یا بذریعہ وکیل عدالت ہذا میں حاضر ہوں بصورت دیگر کارروائی یکطرفہ عمل میں لائی جائے گی آج بتاریخ 2024-03-04 کو میرے دستخط اور مہر عدالت سے جاری ہوا	[6, 43, 115, 134]
column-notices-1: ⚖ کورٹ نوٹس بعدالت جناب سینئر سول جج صاحب کراچی شرقی مقدمہ نمبر 2024 بنام مدعا علیہ ہرگاہ کہ مدعی نے آپ کے خلاف دعویٰ دائر کیا ہے لہٰذا آپ کو بذریعہ اشتہار ہذا مطلع کیا جاتا ہے کہ آپ تاریخ پیشی 2024-04-08 کو صبح 8:30 بجے بذات خود یا بذریعہ وکیل عدالت ہذا میں حاضر ہوں بصورت دیگر کارروائی یکطرفہ عمل میں لائی جائے گی آج بتاریخ 2024-03-04 کو میرے دستخط اور مہر عدالت سے جاری ہوا بعدالت جناب سینئر سول جج صاحب کراچی شرقی مقدمہ نمبر 2024 بنام مدعا علیہ ہرگاہ کہ مدعی نے آپ کے خلاف دعویٰ دائر کیا ہے لہٰذا آپ کو بذریعہ اشتہار ہذا مطلع کیا جاتا ہے کہ آپ تاریخ پیشی 2024-04-08 کو صبح 8:30 بجے بذات خود یا بذریعہ وکیل عدالت ہذا میں حاضر ہوں بصورت دیگر کارروائی یکطرفہ عمل میں لائی جائے گی آج بتاریخ 2024-03-04 کو میرے دستخط اور مہر عدالت سے جاری ہوا بعدالت جناب سینئر سول جج صاحب کراچی شرقی مقدمہ نمبر 2024 بنام مدعا علیہ ہرگاہ کہ مدعی نے آپ کے خلاف دعویٰ دائر کیا ہے لہٰذا آپ کو بذریعہ اشتہار ہذا مطلع کیا جاتا ہے کہ آپ تاریخ پیشی 2024-04-08 کو صبح 8:30 بجے بذات خود یا بذریعہ وکیل عدالت ہذا میں حاضر ہوں بصورت دیگر کارروائی یکطرفہ عمل میں لائی جائے گی آج بتاریخ 2024-03-04 کو میرے دستخط اور مہر عدالت سے جاری ہوا بعدالت جناب سینئر سول جج صاحب کراچی شرقی مقدمہ نمبر 2024 بنام مدعا علیہ ہرگاہ کہ مدعی نے آپ کے خلاف دعویٰ دائر کیا ہے لہٰذا آپ کو بذریعہ اشتہار ہذا مطلع کیا جاتا ہے کہ آپ تاریخ پیشی 2024-04-08 کو صبح 8:30 بجے بذات خود یا بذریعہ وکیل عدالت ہذا میں حاضر ہوں بصورت دیگر کارروائی یکطرفہ عمل میں لائی جائے گی آج بتاریخ 2024-03-04 کو میرے دستخط اور مہر عدالت سے جاری ہوا بعدالت جناب سینئر سول جج صاحب کراچی شرقی مقدمہ نمبر 2024 بنام مدعا علیہ ہرگاہ کہ مدعی نے آپ کے خلاف دعویٰ دائر کیا ہے لہٰذا آپ کو بذریعہ اشتہار ہذا مطلع کیا جاتا ہے کہ آپ تاریخ پیشی 2024-04-08 کو صبح 8:30 بجے بذات خود یا بذریعہ وکیل عدالت ہذا میں حاضر ہوں بصورت دیگر کارروائی یکطرفہ عمل میں لائی جائے گی آج بتاریخ 2024-03-04 کو میرے دستخط اور مہر عدالت سے جاری ہوا بعدالت جناب سینئر سول جج صاحب کراچی شرقی مقدمہ نمبر 2024 بنام مدعا علیہ ہرگاہ کہ مدعی نے آپ کے خلاف دعویٰ دائر کیا ہے لہٰذا آپ کو بذریعہ اشتہار ہذا مطلع کیا جاتا ہے کہ آپ تاریخ پیشی 2024-04-08 کو صبح 8:30 بجے بذات خود یا بذریعہ وکیل عدالت ہذا میں حاضر ہوں بصورت دیگر کارروائی یکطرفہ عمل میں لائی جائے گی آج بتاریخ 2024-03-04 کو میرے دستخط اور مہر عدالت سے جاری ہوا بعدالت جناب سینئر سول جج صاحب کراچی شرقی مقدمہ نمبر 2024 بنام مدعا علیہ ہرگاہ کہ مدعی نے آپ کے خلاف دعویٰ دائر کیا ہے لہٰذا آپ کو بذریعہ اشتہار ہذا مطلع کیا جاتا ہے کہ آپ تاریخ پیشی 2024-04-08 کو صبح 8:30 بجے بذات خود یا بذریعہ وکیل عدالت ہذا میں حاضر ہوں بصورت دیگر کارروائی یکطرفہ عمل میں لائی جائے گی آج بتاریخ 2024-03-04 کو میرے دستخط اور مہر عدالت سے جاری ہوا بعدالت جناب سینئر سول جج صاحب کراچی شرقی مقدمہ نمبر 2024 بنام مدعا علیہ ہرگاہ کہ مدعی نے آپ کے خلاف دعویٰ دائر کیا ہے لہٰذا آپ کو بذریعہ اشتہار ہذا مطلع کیا جاتا ہے کہ آپ تاریخ پیشی 2024-04-08 کو صبح 8:30 بجے بذات خود یا بذریعہ وکیل عدالت ہذا میں حاضر ہوں بصورت دیگر کارروائی یکطرفہ عمل میں لائی جائے گی آج بتاریخ 2024-03-04 کو میرے دستخط اور مہر عدالت سے جاری ہوا بعدالت جناب سینئر سول جج صاحب کراچی شرقی مقدمہ نمبر 2024 بنام مدعا علیہ ہرگاہ کہ مدعی نے آپ کے خلاف دعویٰ دائر کیا ہے لہٰذا آپ کو بذریعہ اشتہار ہذا مطلع کیا جاتا ہے کہ آپ تاریخ پیشی 2024-04-08 کو صبح 8:30 بجے بذات خود یا بذریعہ وکیل عدالت ہذا میں حاضر ہوں بصورت دیگر کارروائی یکطرفہ عمل میں لائی جائے گی آج بتاریخ 2024-03-04 کو میرے دستخط اور مہر عدالت سے جاری ہوا بعدالت جناب سینئر سول جج صاحب کراچی شرقی مقدمہ نمبر 2024 بنام مدعا علیہ ہرگاہ کہ مدعی نے آپ کے خلاف دعویٰ دائر کیا ہے لہٰذا آپ کو بذریعہ اشتہار ہذا مطلع کیا جاتا ہے کہ آپ تاریخ پیشی 2024-04-08 کو صبح 8:30 بجے بذات خود یا بذریعہ وکیل عدالت ہذا میں حاضر ہوں بصورت دیگر کارروائی یکطرفہ عمل میں لائی جائے گی آج بتاریخ 2024-03-04 کو میرے دستخط اور مہر عدالت سے جاری ہوا بعدالت جناب سینئر سول جج صاحب کراچی شرقی مقدمہ نمبر 2024 بنام مدعا علیہ ہرگاہ کہ مدعی نے آپ کے خلاف دعویٰ دائر کیا ہے لہٰذا آپ کو بذریعہ اشتہار ہذا مطلع کیا جاتا ہے کہ آپ تاریخ پیشی 2024-04-08 کو صبح 8:30 بجے بذات خود یا بذریعہ وکیل عدالت ہذا میں حاضر ہوں بصورت دیگر کارروائی یکطرفہ عمل میں لائی جائے گی آج بتاریخ 2024-03-04 کو میرے دستخط اور مہر عدالت سے جاری ہوا بعدالت جناب سینئر سول جج صاحب کراچی شرقی مقدمہ نمبر 2024 بنام مدعا علیہ ہرگاہ کہ مدعی نے آپ کے خلاف دعویٰ دائر کیا ہے لہٰذا آپ کو بذریعہ اشتہار ہذا مطلع کیا جاتا ہے کہ آپ تاریخ پیشی 2024-04-08 کو صبح 8:30 بجے بذات خود یا بذریعہ وکیل عدالت ہذا میں حاضر ہوں بصورت دیگر کارروائی یکطرفہ عمل میں لائی جائے گی آج بتاریخ 2024-03-04 کو میرے دستخط اور مہر عدالت سے جاری ہوا بعدالت جناب سینئر سول جج صاحب کراچی شرقی مقدمہ نمبر 2024 بنام مدعا علیہ ہرگاہ کہ مدعی نے آپ کے خلاف دعویٰ دائر کیا ہے لہٰذا آپ کو بذریعہ اشتہار ہذا مطلع کیا جاتا ہے کہ آپ تاریخ پیشی 2024-04-08 کو صبح 8:30 بجے بذات خود یا بذریعہ وکیل عدالت ہذا میں حاضر ہوں بصورت دیگر کارروائی یکطرفہ عمل میں لائی جائے گی آج بتاریخ 2024-03-04 کو میرے دستخط اور مہر عدالت سے جاری ہوا Crown-18	[4, 22, 116, 1552]
bottom-col-4: عدالت نے فریقین کے دلائل سننے کے بعد فیصلہ محفوظ کر لیا اور سماعت آئندہ تاریخ تک ملتوی کر دی عدالت نے متعلقہ حکام کو ہدایت کی کہ آئندہ سماعت پر تمام ریکارڈ پیش کیا جائے اور درخواست گزار کے وکیل نے موقف اختیار کیا کہ ان کے موکل کو انصاف فراہم کیا جائے نمبر 25 ٹرانسپورٹ	[361, 1562, 475, 1635]
section-header: نمبر 20 مذاکرات	[486, 107, 600, 121]
section-header: نمبر 21 مہنگائی	[486, 249, 600, 263]
